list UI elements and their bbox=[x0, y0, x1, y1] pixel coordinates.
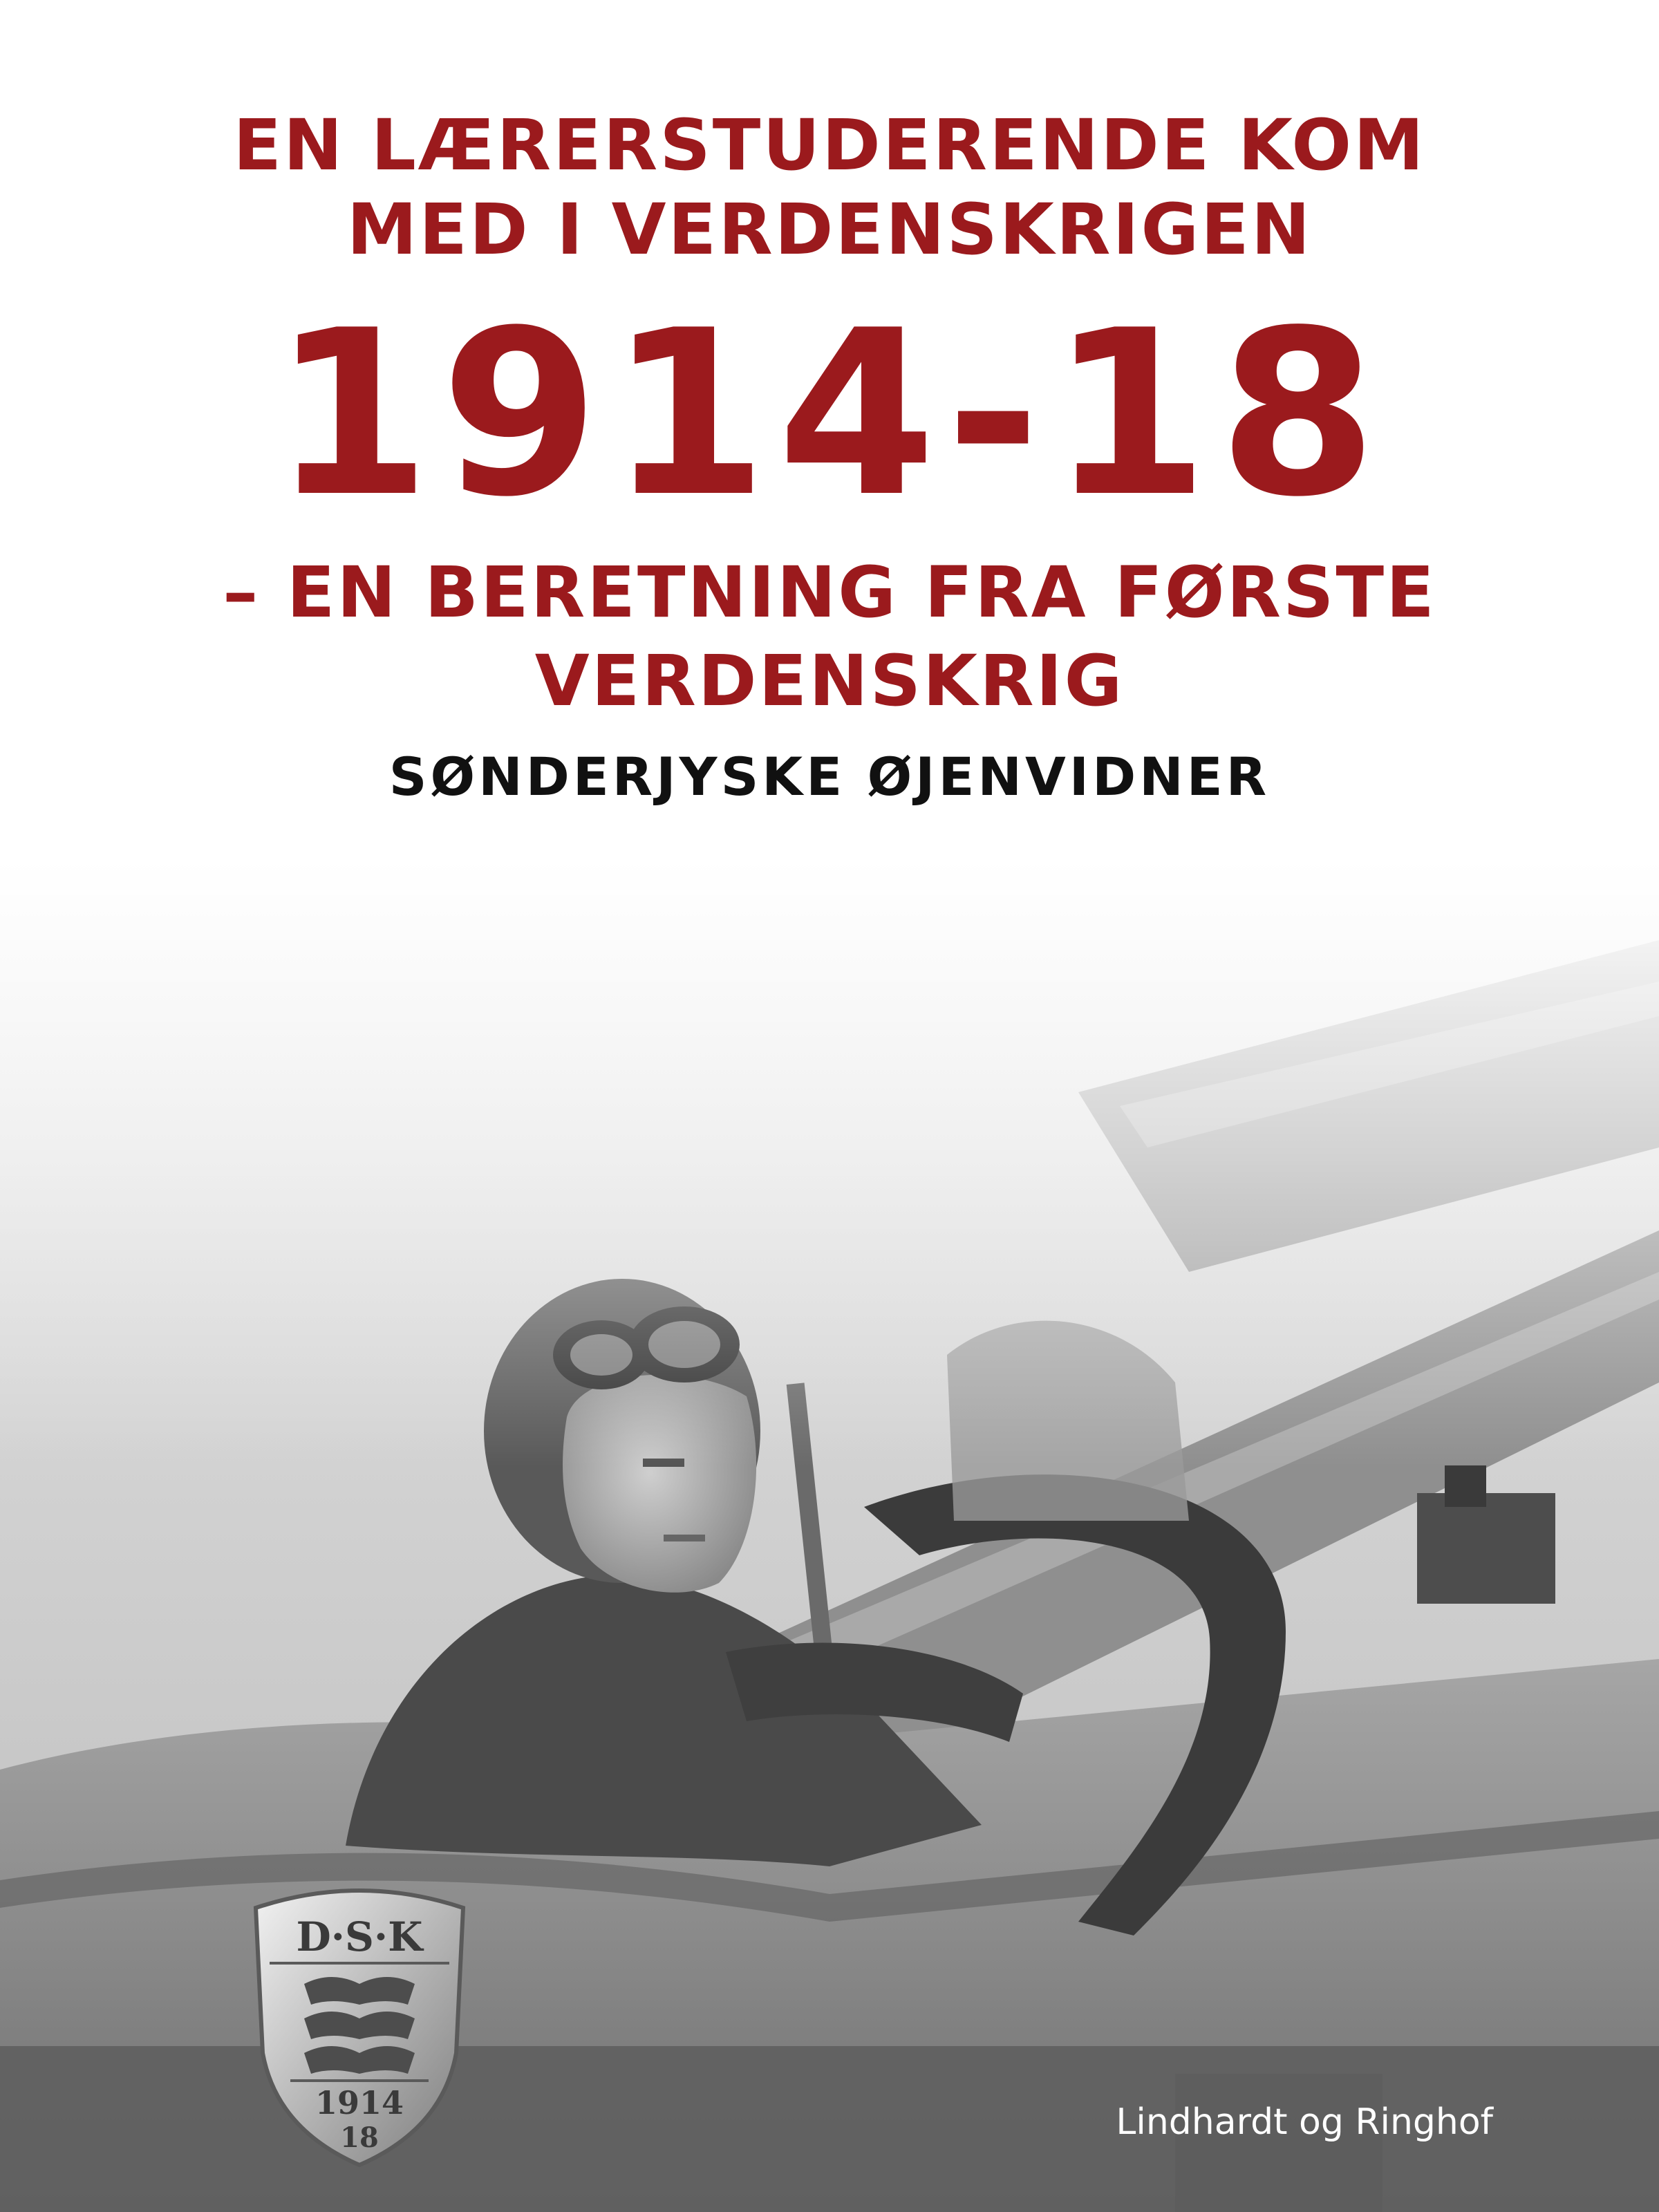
title-line-2: MED I VERDENSKRIGEN bbox=[346, 189, 1313, 271]
badge-letters: D·S·K bbox=[296, 1913, 423, 1960]
title-line-1: EN LÆRERSTUDERENDE KOM bbox=[233, 104, 1426, 187]
dsk-badge bbox=[249, 1880, 470, 2171]
title-line-3: – EN BERETNING FRA FØRSTE bbox=[223, 552, 1436, 634]
publisher-name: Lindhardt og Ringhof bbox=[1116, 2101, 1493, 2143]
title-year: 1914-18 bbox=[272, 281, 1387, 547]
series-subtitle: SØNDERJYSKE ØJENVIDNER bbox=[388, 746, 1271, 807]
badge-year-bottom: 18 bbox=[340, 2121, 379, 2154]
badge-year-top: 1914 bbox=[315, 2084, 404, 2121]
title-block bbox=[0, 104, 1659, 812]
title-line-4: VERDENSKRIG bbox=[534, 640, 1125, 722]
lion-shield-icon bbox=[249, 1880, 470, 2171]
